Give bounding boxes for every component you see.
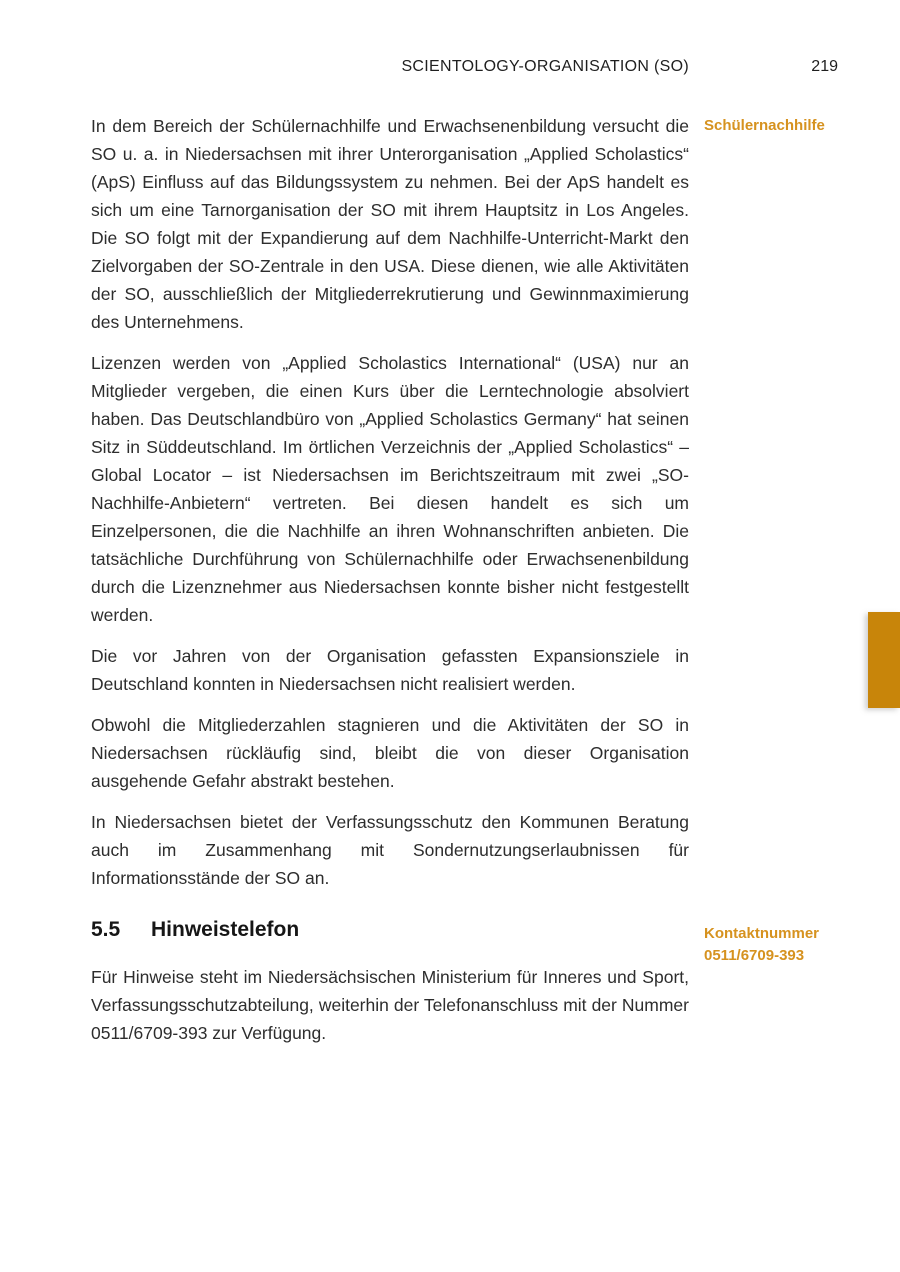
page-number: 219 [811,58,838,75]
body-column [91,112,689,1060]
paragraph-mitgliederzahlen: Obwohl die Mitgliederzahlen stagnieren und die Aktivitäten der SO in Niedersachsen rückläufig sind, bleibt die von dieser Organisation ausgehende Gefahr abstrakt bestehen. [91,715,689,791]
paragraph-lizenzen: Lizenzen werden von „Applied Scholastics International“ (USA) nur an Mitglieder vergeben, die einen Kurs über die Lerntechnologie absolviert haben. Das Deutschlandbüro von „Applied Scholastics Germany“ hat seinen Sitz in Süddeutschland. Im örtlichen Verzeichnis der „Applied Scholastics“ – Global Locator – ist Niedersachsen im Berichtszeitraum mit zwei „SO-Nachhilfe-Anbietern“ vertreten. Bei diesen handelt es sich um Einzelpersonen, die die Nachhilfe an ihren Wohnanschriften anbieten. Die tatsächliche Durchführung von Schülernachhilfe oder Erwachsenenbildung durch die Lizenznehmer aus Niedersachsen konnte bisher nicht festgestellt werden. [91,353,689,625]
paragraph-expansionsziele: Die vor Jahren von der Organisation gefassten Expansionsziele in Deutschland konnten in Niedersachsen nicht realisiert werden. [91,646,689,694]
section-heading-number: 5.5 [91,918,121,941]
margin-note-schuelernachhilfe: Schülernachhilfe [704,117,825,134]
chapter-edge-tab [868,612,900,708]
paragraph-hinweistelefon: Für Hinweise steht im Niedersächsischen Ministerium für Inneres und Sport, Verfassungsschutzabteilung, weiterhin der Telefonanschluss mit der Nummer 0511/6709-393 zur Verfügung. [91,967,689,1043]
section-heading [91,917,689,943]
section-heading-title: Hinweistelefon [151,918,300,941]
margin-note-kontaktnummer-label: Kontaktnummer [704,925,820,942]
paragraph-schuelernachhilfe-intro: In dem Bereich der Schülernachhilfe und Erwachsenenbildung versucht die SO u. a. in Niedersachsen mit ihrer Unterorganisation „Applied Scholastics“ (ApS) Einfluss auf das Bildungssystem zu nehmen. Bei der ApS handelt es sich um eine Tarnorganisation der SO mit ihrem Hauptsitz in Los Angeles. Die SO folgt mit der Expandierung auf dem Nachhilfe-Unterricht-Markt den Zielvorgaben der SO-Zentrale in den USA. Diese dienen, wie alle Aktivitäten der SO, ausschließlich der Mitgliederrekrutierung und Gewinnmaximierung des Unternehmens. [91,116,689,332]
margin-note-kontaktnummer-phone: 0511/6709-393 [704,947,805,964]
paragraph-beratung-kommunen: In Niedersachsen bietet der Verfassungsschutz den Kommunen Beratung auch im Zusammenhang mit Sondernutzungserlaubnissen für Informationsstände der SO an. [91,812,689,888]
running-head-title: SCIENTOLOGY-ORGANISATION (SO) [401,58,689,75]
margin-note-kontaktnummer [704,923,869,967]
